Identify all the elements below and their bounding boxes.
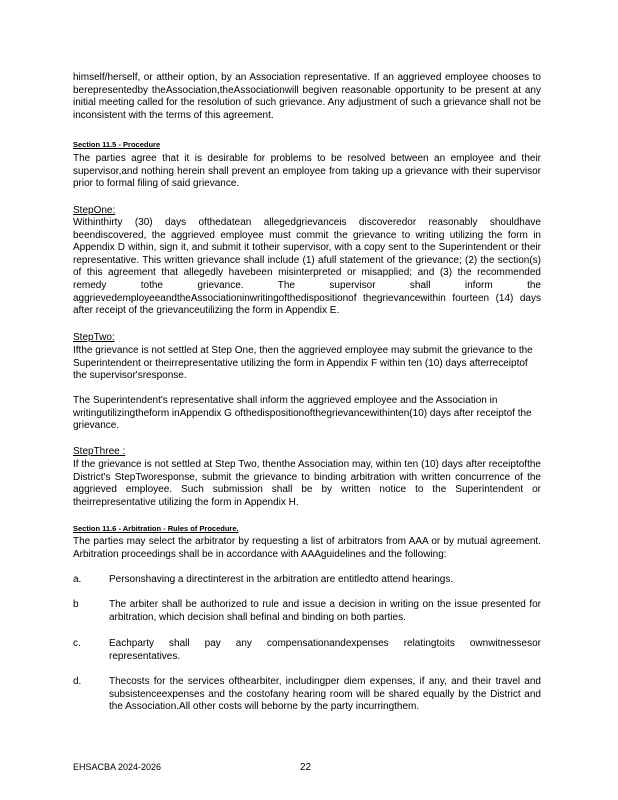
step-two-paragraph-2: The Superintendent's representative shall inform the aggrieved employee and the Association in writingutilizingtheform inAppendix G ofthedispositionofthegrievancewithinten(10) days after receiptof the grievance. (73, 395, 532, 432)
item-a-letter: a. (73, 574, 82, 585)
item-c-text: Eachparty shall pay any compensationandexpenses relatingtoits ownwitnessesor representatives. (109, 638, 541, 662)
step-three-heading: StepThree : (73, 446, 126, 457)
item-c-letter: c. (73, 638, 81, 649)
procedure-paragraph: The parties agree that it is desirable for problems to be resolved between an employee and their supervisor,and nothing herein shall prevent an employee from taking up a grievance with their supervisor prior to formal filing of said grievance. (73, 153, 541, 190)
section-11-6-heading: Section 11.6 - Arbitration - Rules of Procedure. (73, 524, 239, 533)
item-d-letter: d. (73, 676, 82, 687)
step-three-paragraph: If the grievance is not settled at Step Two, thenthe Association may, within ten (10) days after receiptofthe District's StepTworesponse, submit the grievance to binding arbitration with written concurrence of the aggrieved employee. Such submission shall be by written notice to the Superintendent or theirrepresentative utilizing the form in Appendix H. (73, 459, 541, 508)
step-two-heading: StepTwo: (73, 332, 115, 343)
item-b-text: The arbiter shall be authorized to rule and issue a decision in writing on the issue presented for arbitration, which decision shall befinal and binding on both parties. (109, 599, 541, 623)
item-a-text: Personshaving a directinterest in the arbitration are entitledto attend hearings. (109, 574, 454, 585)
step-two-paragraph-1: Ifthe grievance is not settled at Step One, then the aggrieved employee may submit the grievance to the Superintendent or theirrepresentative utilizing the form in Appendix F within ten (10) days afterreceiptof the supervisor'sresponse. (73, 345, 533, 382)
section-11-5-heading: Section 11.5 - Procedure (73, 140, 161, 149)
arbitration-paragraph: The parties may select the arbitrator by requesting a list of arbitrators from AAA or by mutual agreement. Arbitration proceedings shall be in accordance with AAAguidelines and the following: (73, 536, 541, 560)
item-b-letter: b (73, 599, 79, 610)
item-d-text: Thecosts for the services ofthearbiter, includingper diem expenses, if any, and their travel and subsistenceexpenses and the costofany hearing room will be shared equally by the District and the Association.All other costs will beborne by the party incurringthem. (109, 676, 541, 713)
intro-paragraph: himself/herself, or attheir option, by an Association representative. If an aggrieved employee chooses to berepresentedby theAssociation,theAssociationwill begiven reasonable opportunity to be present at any initial meeting called for the resolution of such grievance. Any adjustment of such a grievance shall not be inconsistent with the terms of this agreement. (73, 72, 541, 121)
page-number: 22 (300, 762, 312, 773)
footer-document-id: EHSACBA 2024-2026 (73, 762, 162, 772)
step-one-paragraph: Withinthirty (30) days ofthedatean allegedgrievanceis discoveredor reasonably shouldhave beendiscovered, the aggrieved employee must commit the grievance to writing utilizing the form in Appendix D within, sign it, and submit it totheir supervisor, with a copy sent to the Superintendent or their representative. This written grievance shall include (1) afull statement of the grievance; (2) the section(s) of this agreement that allegedly havebeen misinterpreted or misapplied; and (3) the recommended remedy tothe grievance. The supervisor shall inform the aggrievedemployeeandtheAssociationinwritingofthedispositionof thegrievancewithin fourteen (14) days after receipt of the grievanceutilizing the form in Appendix E. (73, 217, 541, 317)
step-one-heading: StepOne: (73, 205, 116, 216)
